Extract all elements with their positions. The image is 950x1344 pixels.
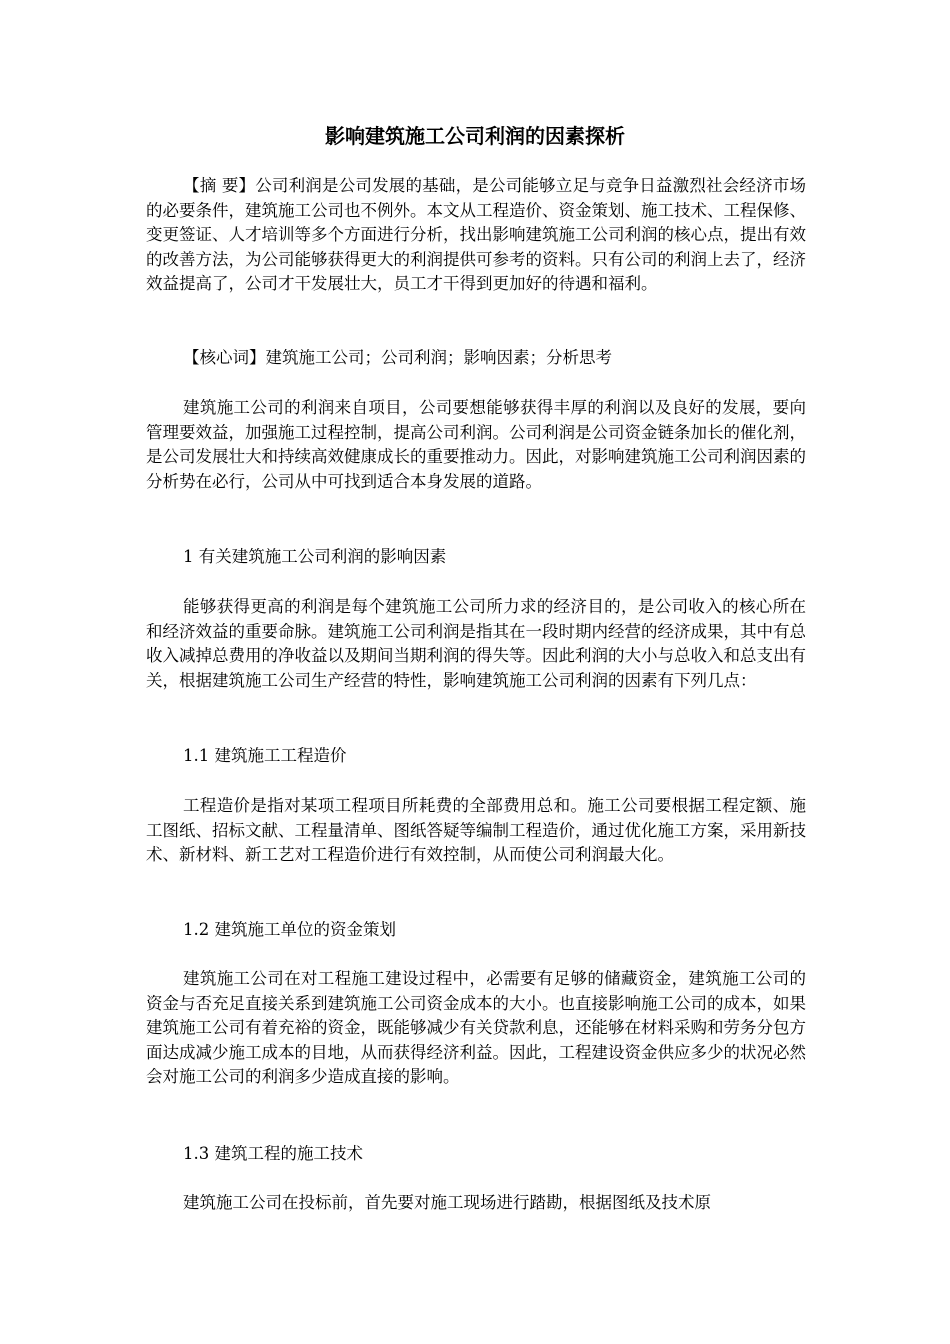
section-1-3-body: 建筑施工公司在投标前，首先要对施工现场进行踏勘，根据图纸及技术原 <box>183 1193 711 1212</box>
section-1-1-body: 工程造价是指对某项工程项目所耗费的全部费用总和。施工公司要根据工程定额、施工图纸、招标文献、工程量清单、图纸答疑等编制工程造价，通过优化施工方案，采用新技术、新材料、新工艺对工程造价进行有效控制，从而使公司利润最大化。 <box>146 796 806 865</box>
section-1-heading: 1 有关建筑施工公司利润的影响因素 <box>183 547 447 566</box>
keywords-paragraph: 【核心词】建筑施工公司；公司利润；影响因素；分析思考 <box>183 348 612 367</box>
section-1-2-body: 建筑施工公司在对工程施工建设过程中，必需要有足够的储藏资金，建筑施工公司的资金与否充足直接关系到建筑施工公司资金成本的大小。也直接影响施工公司的成本，如果建筑施工公司有着充裕的资金，既能够减少有关贷款利息，还能够在材料采购和劳务分包方面达成减少施工成本的目地，从而获得经济利益。因此，工程建设资金供应多少的状况必然会对施工公司的利润多少造成直接的影响。 <box>146 969 806 1087</box>
section-1-3-heading: 1.3 建筑工程的施工技术 <box>183 1144 363 1163</box>
section-1-body: 能够获得更高的利润是每个建筑施工公司所力求的经济目的，是公司收入的核心所在和经济效益的重要命脉。建筑施工公司利润是指其在一段时期内经营的经济成果，其中有总收入减掉总费用的净收益以及期间当期利润的得失等。因此利润的大小与总收入和总支出有关，根据建筑施工公司生产经营的特性，影响建筑施工公司利润的因素有下列几点： <box>146 597 806 690</box>
document-title: 影响建筑施工公司利润的因素探析 <box>325 124 625 148</box>
intro-paragraph: 建筑施工公司的利润来自项目，公司要想能够获得丰厚的利润以及良好的发展，要向管理要效益，加强施工过程控制，提高公司利润。公司利润是公司资金链条加长的催化剂，是公司发展壮大和持续高效健康成长的重要推动力。因此，对影响建筑施工公司利润因素的分析势在必行，公司从中可找到适合本身发展的道路。 <box>146 398 806 491</box>
abstract-paragraph: 【摘 要】公司利润是公司发展的基础，是公司能够立足与竞争日益激烈社会经济市场的必要条件，建筑施工公司也不例外。本文从工程造价、资金策划、施工技术、工程保修、变更签证、人才培训等多个方面进行分析，找出影响建筑施工公司利润的核心点，提出有效的改善方法，为公司能够获得更大的利润提供可参考的资料。只有公司的利润上去了，经济效益提高了，公司才干发展壮大，员工才干得到更加好的待遇和福利。 <box>146 176 806 294</box>
section-1-1-heading: 1.1 建筑施工工程造价 <box>183 746 347 765</box>
section-1-2-heading: 1.2 建筑施工单位的资金策划 <box>183 920 396 939</box>
